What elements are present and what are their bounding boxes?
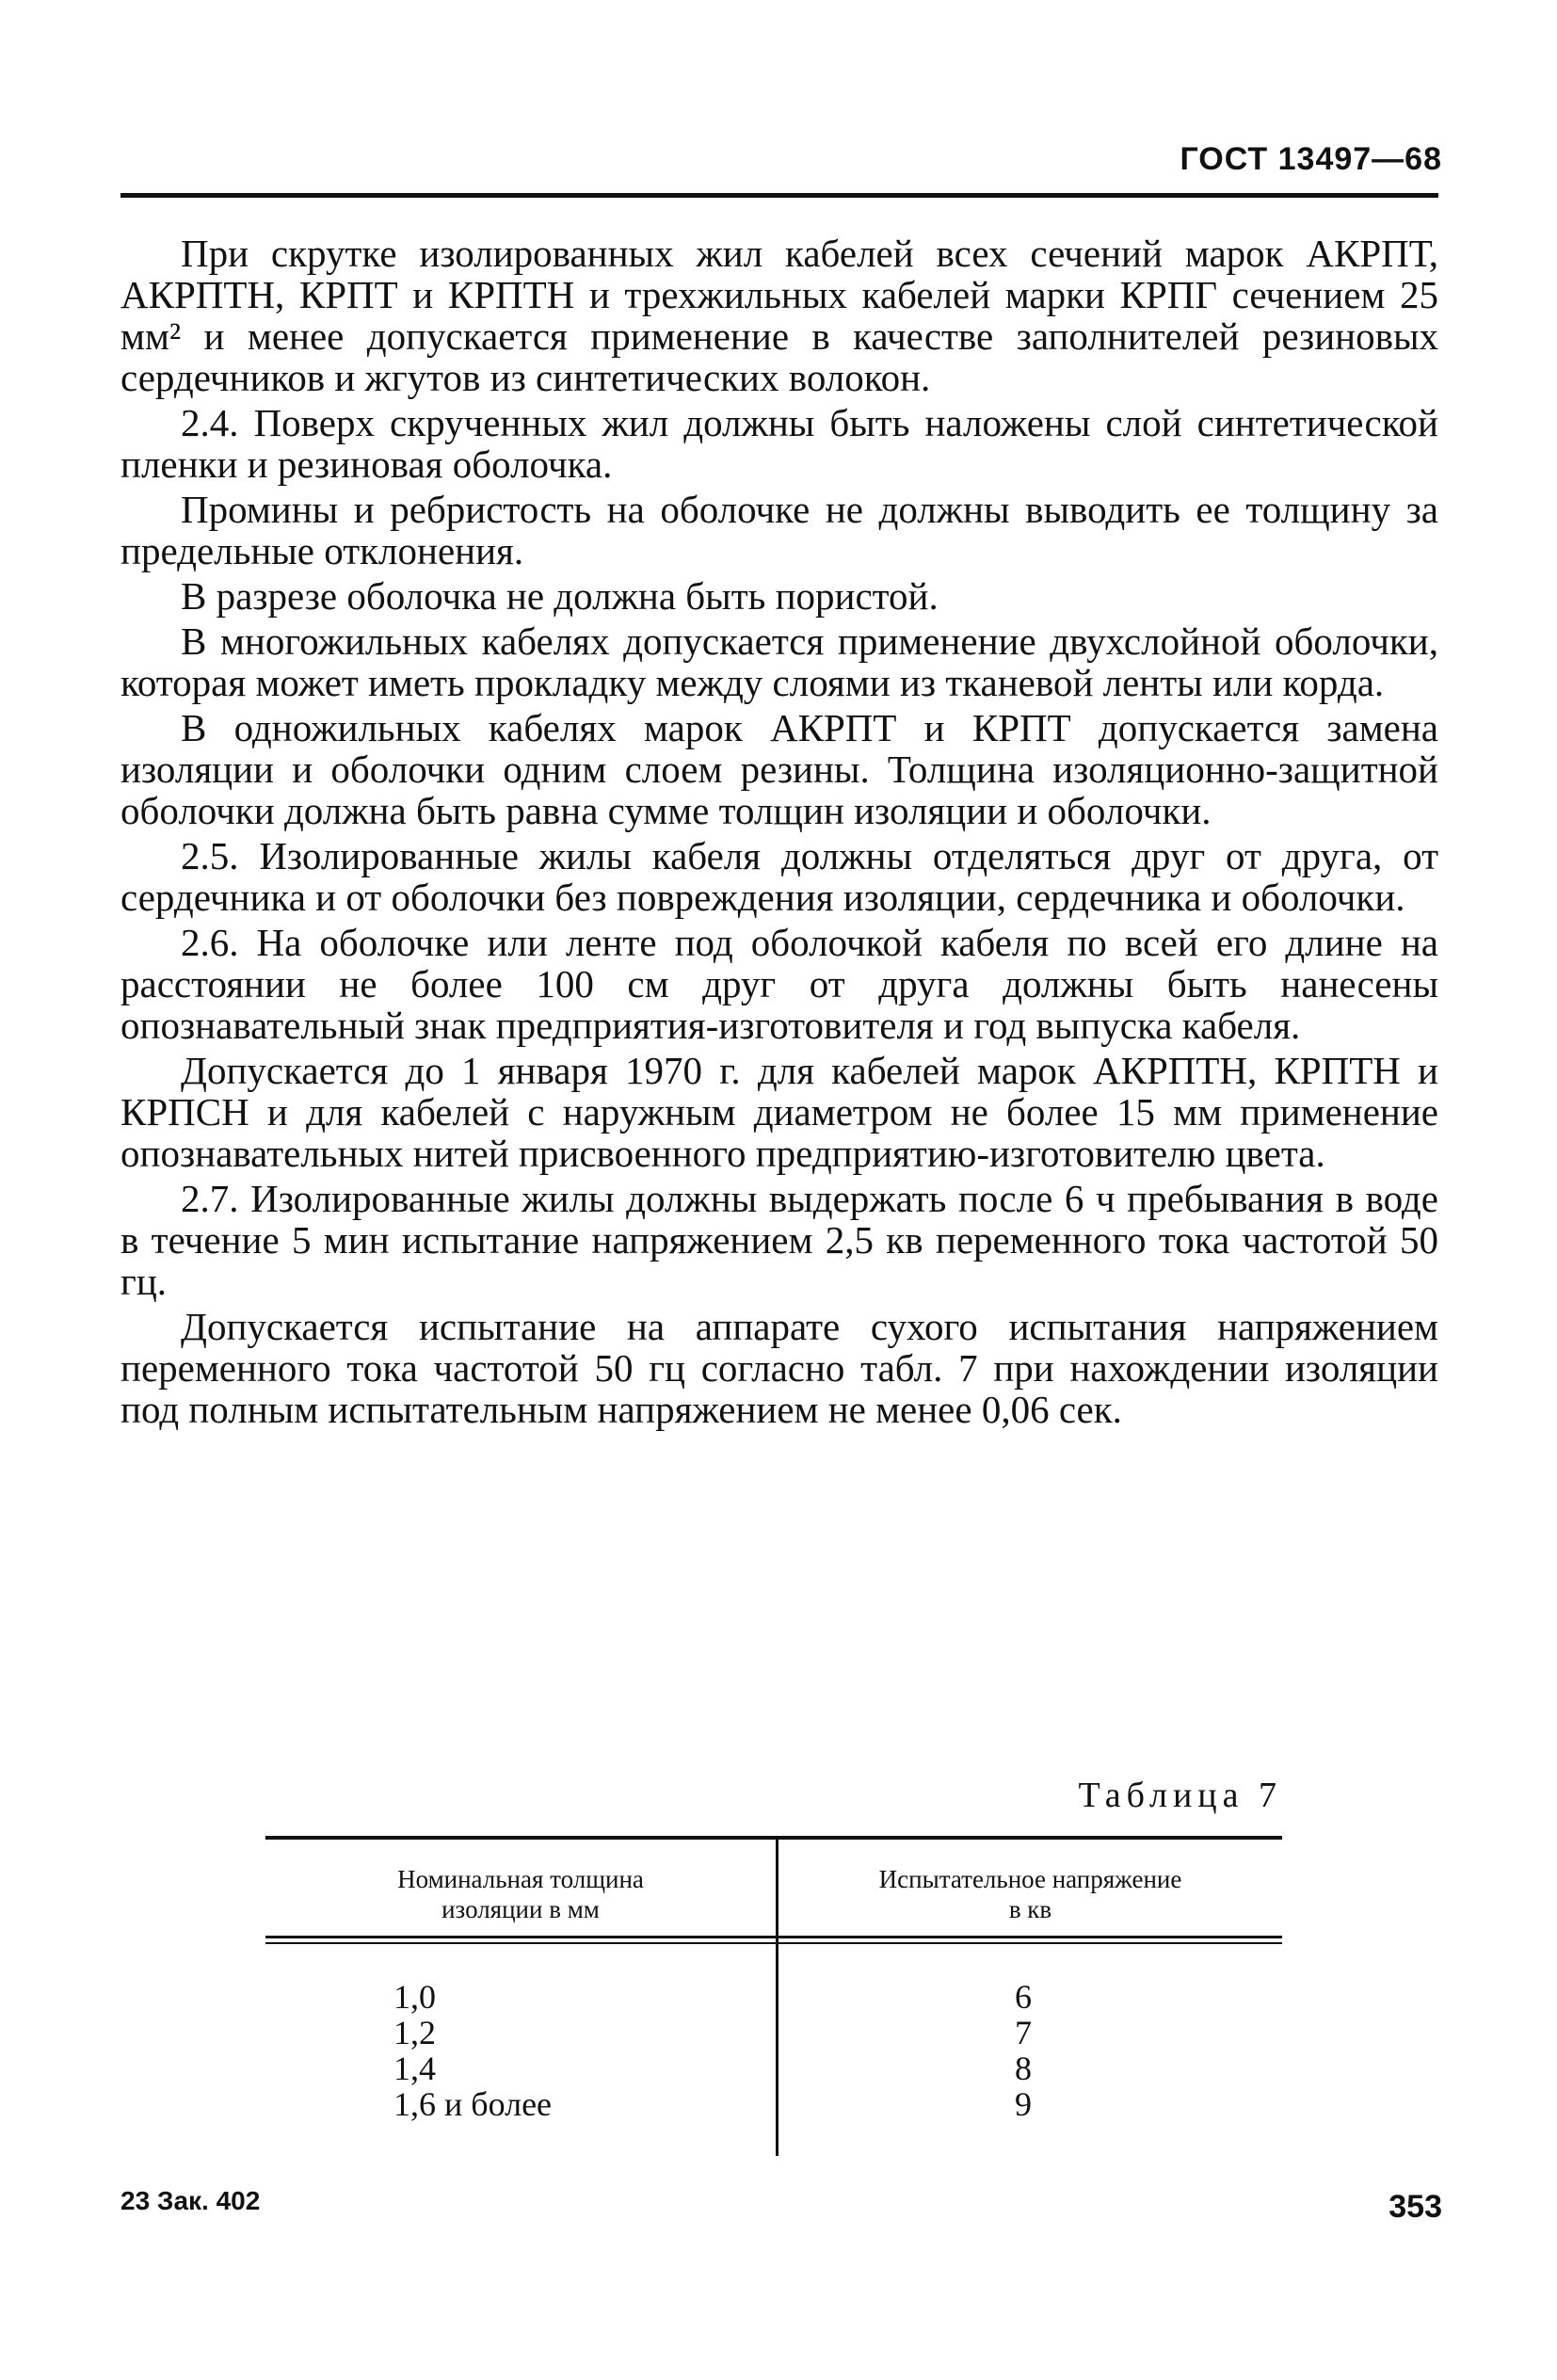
table-header-rule-double	[265, 1942, 1282, 1944]
table-cell-voltage: 9	[1015, 2085, 1032, 2123]
header-rule	[120, 193, 1438, 198]
table-cell-voltage: 7	[1015, 2014, 1032, 2051]
paragraph-7: 2.5. Изолированные жилы кабеля должны отделяться друг от друга, от сердечника и от оболочки без повреждения изоляции, сердечника и оболочки.	[120, 834, 1438, 919]
header-voltage-line2: в кв	[1008, 1895, 1052, 1923]
voltage-column	[778, 1979, 1268, 2122]
table-cell-thickness: 1,0	[393, 1978, 436, 2016]
table-top-rule	[265, 1836, 1282, 1840]
paragraph-8: 2.6. На оболочке или ленте под оболочкой кабеля по всей его длине на расстоянии не более 100 см друг от друга должны быть нанесены опознавательный знак предприятия-изготовителя и год выпуска кабеля.	[120, 921, 1438, 1047]
paragraph-4: В разрезе оболочка не должна быть пористой.	[181, 574, 939, 618]
table-cell-voltage: 6	[1015, 1978, 1032, 2016]
data-table	[265, 1836, 1282, 2156]
paragraph-5: В многожильных кабелях допускается применение двухслойной оболочки, которая может иметь прокладку между слоями из тканевой ленты или корда.	[120, 619, 1438, 704]
footer-order-number: 23 Зак. 402	[120, 2186, 261, 2215]
page-number: 353	[1388, 2189, 1442, 2225]
header-thickness-line1: Номинальная толщина	[397, 1865, 644, 1893]
paragraph-6: В одножильных кабелях марок АКРПТ и КРПТ допускается замена изоляции и оболочки одним слоем резины. Толщина изоляционно-защитной оболочки должна быть равна сумме толщин изоляции и оболочки.	[120, 706, 1438, 832]
paragraph-10: 2.7. Изолированные жилы должны выдержать после 6 ч пребывания в воде в течение 5 мин испытание напряжением 2,5 кв переменного тока частотой 50 гц.	[120, 1177, 1438, 1303]
body-text	[120, 233, 1438, 1434]
paragraph-2: 2.4. Поверх скрученных жил должны быть наложены слой синтетической пленки и резиновая оболочка.	[120, 401, 1438, 486]
paragraph-1: При скрутке изолированных жил кабелей всех сечений марок АКРПТ, АКРПТН, КРПТ и КРПТН и трехжильных кабелей марки КРПГ сечением 25 мм² и менее допускается применение в качестве заполнителей резиновых сердечников и жгутов из синтетических волокон.	[120, 232, 1438, 399]
paragraph-11: Допускается испытание на аппарате сухого испытания напряжением переменного тока частотой 50 гц согласно табл. 7 при нахождении изоляции под полным испытательным напряжением не менее 0,06 сек.	[120, 1305, 1438, 1431]
table-cell-voltage: 8	[1015, 2050, 1032, 2087]
header-thickness-line2: изоляции в мм	[441, 1895, 600, 1923]
paragraph-3: Промины и ребристость на оболочке не должны выводить ее толщину за предельные отклонения.	[120, 488, 1438, 572]
table-header-thickness	[265, 1864, 776, 1924]
table-header-rule	[265, 1936, 1282, 1938]
table-title: Таблица 7	[1078, 1776, 1282, 1815]
document-header: ГОСТ 13497—68	[1180, 141, 1442, 177]
paragraph-9: Допускается до 1 января 1970 г. для кабелей марок АКРПТН, КРПТН и КРПСН и для кабелей с наружным диаметром не более 15 мм применение опознавательных нитей присвоенного предприятию-изготовителю цвета.	[120, 1049, 1438, 1175]
header-voltage-line1: Испытательное напряжение	[878, 1865, 1182, 1893]
table-cell-thickness: 1,6 и более	[393, 2085, 553, 2123]
table-header-voltage	[778, 1864, 1282, 1924]
table-cell-thickness: 1,2	[393, 2014, 436, 2051]
table-cell-thickness: 1,4	[393, 2050, 436, 2087]
thickness-column	[393, 1979, 552, 2122]
